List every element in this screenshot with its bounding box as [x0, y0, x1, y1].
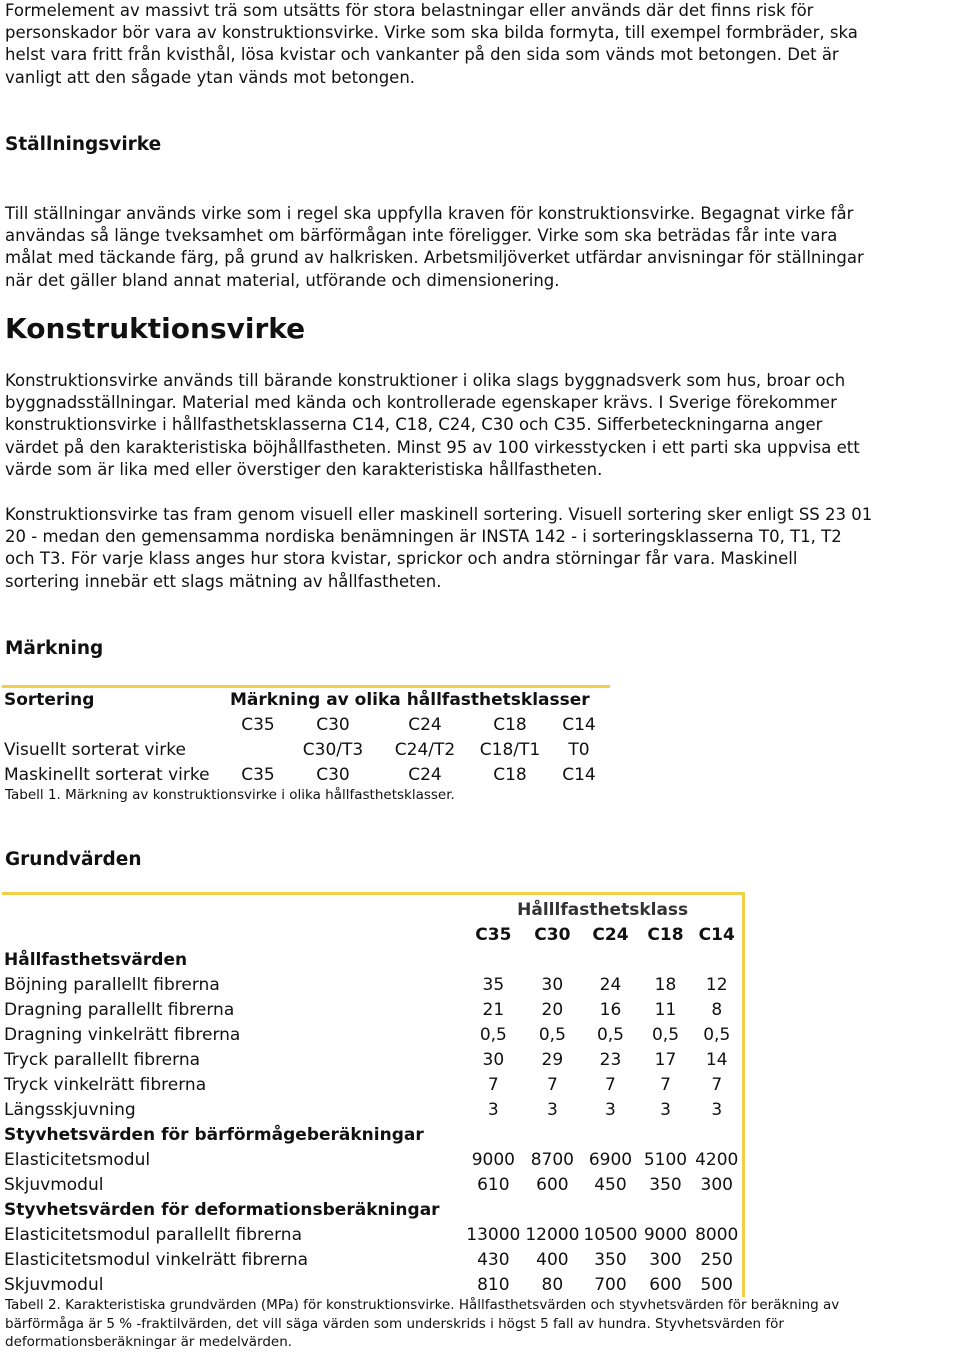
- table-cell: 8000: [695, 1224, 739, 1245]
- caption-line: deformationsberäkningar är medelvärden.: [5, 1334, 293, 1350]
- konstruktion-paragraph-2: [5, 504, 872, 593]
- row-label: Skjuvmodul: [4, 1174, 104, 1195]
- table-cell: 20: [541, 999, 564, 1020]
- table-cell: C24/T2: [394, 739, 456, 760]
- text-line: sortering innebär ett slags mätning av hållfastheten.: [5, 571, 442, 591]
- class-header: C14: [698, 924, 735, 945]
- table-cell: 500: [700, 1274, 733, 1295]
- caption-line: bärförmåga är 5 % -fraktilvärden, det vill säga värden som underskrids i högst 5 fall av hundra. Styvhetsvärden för: [5, 1315, 784, 1332]
- section-heading-markning: Märkning: [5, 638, 104, 659]
- text-line: målat med täckande färg, på grund av halkrisken. Arbetsmiljöverket utfärdar anvisningar för ställningar: [5, 248, 864, 268]
- table-cell: 300: [649, 1249, 682, 1270]
- table-cell: C14: [562, 764, 596, 785]
- text-line: byggnadsställningar. Material med kända och kontrollerade egenskaper krävs. I Sverige förekommer: [5, 393, 837, 413]
- table-cell: 8: [711, 999, 723, 1020]
- table-cell: 5100: [643, 1149, 688, 1170]
- class-header: C24: [592, 924, 629, 945]
- row-label: Dragning parallellt fibrerna: [4, 999, 235, 1020]
- table-caption: [5, 1296, 839, 1352]
- table-cell: [228, 737, 288, 762]
- text-line: och T3. För varje klass anges hur stora kvistar, sprickor och andra störningar får vara. Maskinell: [5, 549, 798, 569]
- row-label: Längsskjuvning: [4, 1099, 136, 1120]
- text-line: värde som är lika med eller överstiger den karakteristiska hållfastheten.: [5, 459, 603, 479]
- row-label: Skjuvmodul: [4, 1274, 104, 1295]
- table-cell: 0,5: [651, 1024, 680, 1045]
- row-label: Elasticitetsmodul: [4, 1149, 151, 1170]
- table-cell: 3: [546, 1099, 558, 1120]
- table-cell: 3: [487, 1099, 499, 1120]
- table-cell: 300: [700, 1174, 733, 1195]
- section-row: [2, 1122, 744, 1147]
- table-cell: 13000: [466, 1224, 521, 1245]
- table-cell: 0,5: [479, 1024, 507, 1045]
- table-cell: 12: [705, 974, 728, 995]
- class-header: C30: [534, 924, 571, 945]
- table-cell: 7: [487, 1074, 499, 1095]
- grundvarden-table: [2, 892, 745, 1297]
- class-header: C30: [316, 714, 350, 735]
- section-row: [2, 1197, 744, 1222]
- table-cell: 30: [482, 1049, 505, 1070]
- table-cell: 21: [482, 999, 505, 1020]
- table-cell: C18: [493, 764, 527, 785]
- table-cell: 80: [541, 1274, 564, 1295]
- table-cell: 11: [654, 999, 677, 1020]
- table-cell: 350: [594, 1249, 627, 1270]
- text-line: konstruktionsvirke i hållfasthetsklasserna C14, C18, C24, C30 och C35. Sifferbeteckningarna anger: [5, 415, 823, 435]
- class-header: C24: [408, 714, 442, 735]
- table-row: [2, 737, 610, 762]
- text-line: helst vara fritt från kvisthål, lösa kvistar och vankanter på den sida som vänds mot betongen. Det är: [5, 45, 839, 65]
- table-cell: 10500: [583, 1224, 638, 1245]
- table-row: [2, 1222, 744, 1247]
- table-row: [2, 1047, 744, 1072]
- text-line: personskador bör vara av konstruktionsvirke. Virke som ska bilda formyta, till exempel formbräder, ska: [5, 23, 858, 43]
- table-cell: T0: [568, 739, 590, 760]
- table-cell: 3: [660, 1099, 671, 1120]
- table-cell: 0,5: [538, 1024, 566, 1045]
- table-row: [2, 972, 744, 997]
- section-row: [2, 947, 744, 972]
- table-cell: 17: [654, 1049, 677, 1070]
- section-heading-stallningsvirke: Ställningsvirke: [5, 134, 162, 155]
- table-row: [2, 1097, 744, 1122]
- table-cell: 24: [599, 974, 622, 995]
- caption-line: Tabell 2. Karakteristiska grundvärden (MPa) för konstruktionsvirke. Hållfasthetsvärden och styvhetsvärden för beräkning av: [5, 1297, 840, 1313]
- page-title-konstruktionsvirke: Konstruktionsvirke: [5, 312, 306, 345]
- text-line: 20 - medan den gemensamma nordiska benämningen är INSTA 142 - i sorteringsklasserna T0, T1, T2: [5, 527, 842, 547]
- table-cell: 600: [536, 1174, 569, 1195]
- table-class-row: [2, 922, 744, 947]
- table-cell: 430: [477, 1249, 510, 1270]
- table-header-row: [2, 897, 744, 922]
- text-line: Till ställningar används virke som i regel ska uppfylla kraven för konstruktionsvirke. Begagnat virke får: [5, 204, 854, 223]
- column-header: Sortering: [4, 690, 95, 710]
- class-header: C18: [647, 924, 684, 945]
- table-cell: C18/T1: [479, 739, 541, 760]
- table-cell: 6900: [588, 1149, 633, 1170]
- text-line: värdet på den karakteristiska böjhållfastheten. Minst 95 av 100 virkesstycken i ett parti ska uppvisa ett: [5, 437, 860, 457]
- table-cell: 450: [594, 1174, 627, 1195]
- table-cell: 350: [649, 1174, 682, 1195]
- group-header: Märkning av olika hållfasthetsklasser: [230, 690, 590, 710]
- table-cell: 8700: [530, 1149, 574, 1170]
- row-label: Visuellt sorterat virke: [4, 739, 186, 760]
- table-cell: 23: [599, 1049, 622, 1070]
- table-cell: 29: [541, 1049, 564, 1070]
- text-line: Konstruktionsvirke används till bärande konstruktioner i olika slags byggnadsverk som hus, broar och: [5, 371, 846, 390]
- table-row: [2, 1147, 744, 1172]
- text-line: Formelement av massivt trä som utsätts för stora belastningar eller används där det finns risk för: [5, 1, 814, 20]
- table-row: [2, 1022, 744, 1047]
- section-title: Styvhetsvärden för bärförmågeberäkningar: [4, 1124, 424, 1145]
- markning-table: [2, 685, 610, 787]
- table-cell: 4200: [695, 1149, 739, 1170]
- table-cell: C35: [241, 764, 275, 785]
- section-title: Hållfasthetsvärden: [4, 949, 188, 970]
- table-cell: 12000: [525, 1224, 580, 1245]
- table-cell: 30: [541, 974, 564, 995]
- table-row: [2, 1072, 744, 1097]
- table-cell: C30/T3: [302, 739, 364, 760]
- table-row: [2, 1272, 744, 1297]
- table-row: [2, 1172, 744, 1197]
- row-label: Tryck parallellt fibrerna: [4, 1049, 201, 1070]
- table-cell: 35: [482, 974, 505, 995]
- konstruktion-paragraph-1: [5, 370, 860, 481]
- row-label: Elasticitetsmodul parallellt fibrerna: [4, 1224, 302, 1245]
- table-cell: 610: [477, 1174, 510, 1195]
- row-label: Tryck vinkelrätt fibrerna: [4, 1074, 207, 1095]
- table-cell: C24: [408, 764, 442, 785]
- text-line: Konstruktionsvirke tas fram genom visuell eller maskinell sortering. Visuell sortering sker enligt SS 23 01: [5, 505, 873, 524]
- row-label: Maskinellt sorterat virke: [4, 764, 210, 785]
- text-line: när det gäller bland annat material, utförande och dimensionering.: [5, 270, 560, 290]
- row-label: Elasticitetsmodul vinkelrätt fibrerna: [4, 1249, 309, 1270]
- section-title: Styvhetsvärden för deformationsberäkningar: [4, 1199, 440, 1220]
- section-heading-grundvarden: Grundvärden: [5, 849, 142, 870]
- row-label: Böjning parallellt fibrerna: [4, 974, 220, 995]
- table-cell: 7: [605, 1074, 616, 1095]
- stallning-paragraph: [5, 203, 864, 292]
- intro-paragraph: [5, 0, 858, 89]
- table-cell: 250: [700, 1249, 733, 1270]
- table-cell: 400: [536, 1249, 569, 1270]
- table-caption: Tabell 1. Märkning av konstruktionsvirke i olika hållfasthetsklasser.: [5, 787, 455, 803]
- table-row: [2, 762, 610, 787]
- row-label: Dragning vinkelrätt fibrerna: [4, 1024, 241, 1045]
- table-cell: 3: [605, 1099, 616, 1120]
- table-cell: 0,5: [703, 1024, 731, 1045]
- text-line: användas så länge tveksamhet om bärförmågan inte föreligger. Virke som ska beträdas får inte vara: [5, 226, 838, 246]
- class-header: C35: [475, 924, 512, 945]
- class-header: C14: [562, 714, 596, 735]
- table-row: [2, 1247, 744, 1272]
- table-cell: 0,5: [596, 1024, 624, 1045]
- table-cell: 16: [599, 999, 622, 1020]
- table-cell: 14: [705, 1049, 728, 1070]
- table-cell: 7: [546, 1074, 558, 1095]
- table-cell: C30: [316, 764, 350, 785]
- table-cell: 810: [477, 1274, 510, 1295]
- table-cell: 3: [711, 1099, 723, 1120]
- class-header: C35: [241, 714, 275, 735]
- table-cell: 9000: [471, 1149, 515, 1170]
- table-cell: 9000: [643, 1224, 688, 1245]
- table-header-row: [2, 687, 610, 713]
- group-header: Hålllfasthetsklass: [517, 899, 689, 920]
- table-cell: 7: [711, 1074, 723, 1095]
- class-header: C18: [493, 714, 527, 735]
- table-cell: 700: [594, 1274, 627, 1295]
- table-cell: 7: [660, 1074, 671, 1095]
- table-cell: 18: [654, 974, 677, 995]
- text-line: vanligt att den sågade ytan vänds mot betongen.: [5, 67, 416, 87]
- table-row: [2, 997, 744, 1022]
- table-cell: 600: [649, 1274, 682, 1295]
- table-class-row: [2, 712, 610, 737]
